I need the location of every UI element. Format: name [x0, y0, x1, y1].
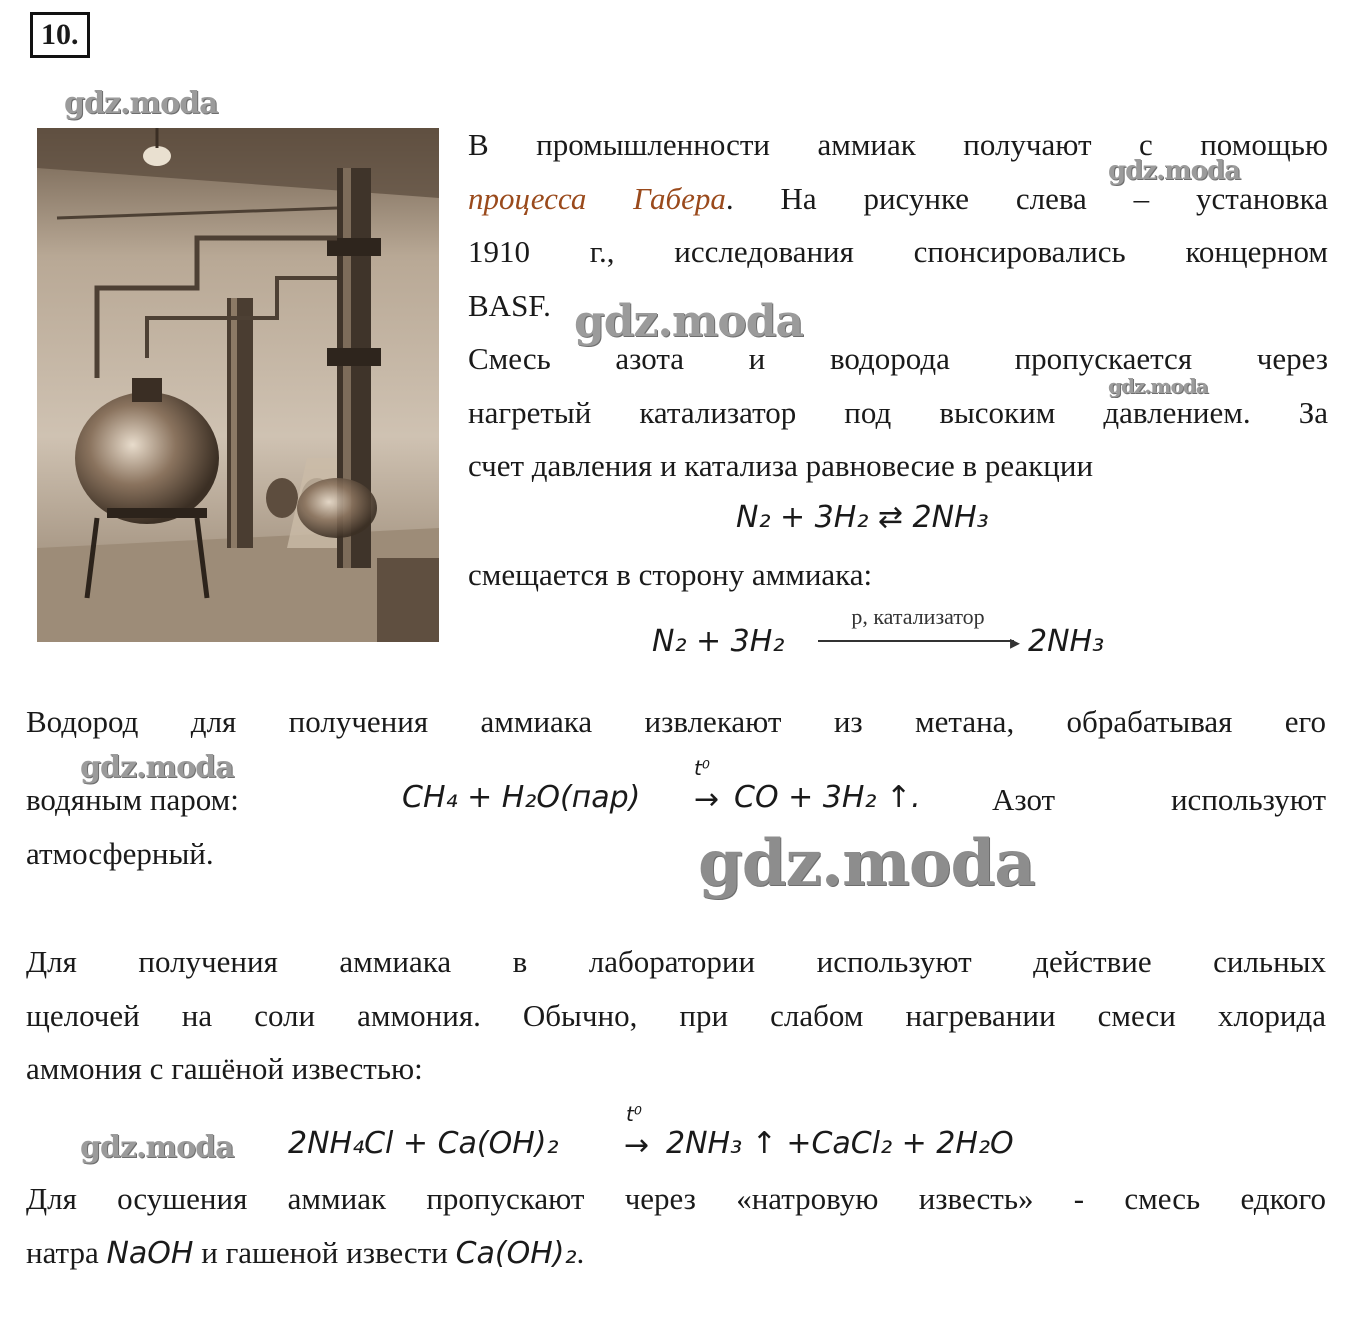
- methane-text-line: Водород для получения аммиака извлекают из метана, обрабатывая его: [26, 704, 1326, 739]
- arrow-head-icon: ▸: [1010, 632, 1021, 654]
- task-number: 10.: [30, 12, 90, 58]
- formula-caoh2: Ca(OH)₂: [455, 1236, 577, 1271]
- equation-haber-left: N₂ + 3H₂: [652, 624, 785, 659]
- text-line: счет давления и катализа равновесие в реакции: [468, 448, 1094, 483]
- arrow-line: [818, 640, 1014, 642]
- drying-text-line: Для осушения аммиак пропускают через «натровую известь» - смесь едкого: [26, 1181, 1326, 1216]
- equation-lab-left: 2NH₄Cl + Ca(OH)₂: [288, 1126, 559, 1161]
- text-line: В промышленности аммиак получают с помощью: [468, 127, 1328, 162]
- equation-methane-arrow-label: t⁰: [694, 756, 710, 780]
- text-line: [468, 172, 1328, 226]
- text-line: аммония с гашёной известью:: [26, 1051, 423, 1086]
- haber-process-link[interactable]: процесса Габера: [468, 180, 726, 216]
- shift-text: смещается в сторону аммиака:: [468, 557, 873, 592]
- equation-lab-right: 2NH₃ ↑ +CaCl₂ + 2H₂O: [666, 1126, 1014, 1161]
- watermark: gdz.moda: [64, 86, 218, 121]
- watermark: gdz.moda: [574, 296, 804, 347]
- equation-methane-left: CH₄ + H₂O(пар): [402, 780, 641, 815]
- equation-equilibrium: N₂ + 3H₂ ⇄ 2NH₃: [736, 500, 989, 535]
- arrow-icon: →: [694, 782, 720, 817]
- equation-haber-arrow-label: p, катализатор: [851, 604, 985, 629]
- text-fragment: . На рисунке слева – установка: [725, 180, 1328, 216]
- text-line: щелочей на соли аммония. Обычно, при слабом нагревании смеси хлорида: [26, 997, 1326, 1033]
- text-fragment: натра: [26, 1235, 107, 1270]
- vintage-lab-photo: [37, 128, 439, 642]
- text-fragment: и гашеной извести: [193, 1235, 456, 1270]
- arrow-icon: →: [624, 1128, 650, 1163]
- methane-text-line: водяным паром:: [26, 782, 239, 817]
- lab-paragraph: [26, 935, 1326, 1096]
- text-line: Для получения аммиака в лаборатории используют действие сильных: [26, 944, 1326, 979]
- drying-text-line: [26, 1226, 584, 1281]
- intro-paragraph: [468, 118, 1328, 493]
- equation-haber-right: 2NH₃: [1028, 624, 1105, 659]
- watermark: gdz.moda: [1108, 374, 1208, 398]
- text-line: Смесь азота и водорода пропускается через: [468, 341, 1328, 376]
- watermark: gdz.moda: [80, 750, 234, 785]
- watermark: gdz.moda: [698, 826, 1035, 901]
- formula-naoh: NaOH: [106, 1236, 194, 1271]
- watermark: gdz.moda: [80, 1130, 234, 1165]
- text-line: BASF.: [468, 287, 551, 323]
- equation-lab-arrow-label: t⁰: [626, 1102, 642, 1126]
- equation-methane-right: CO + 3H₂ ↑.: [734, 780, 921, 815]
- watermark: gdz.moda: [1108, 156, 1241, 186]
- text-fragment: .: [576, 1235, 585, 1270]
- text-line: 1910 г., исследования спонсировались концерном: [468, 234, 1328, 269]
- text-line: нагретый катализатор под высоким давлением. За: [468, 394, 1328, 430]
- methane-text-line: Азот используют: [992, 782, 1326, 817]
- methane-text-line: атмосферный.: [26, 836, 214, 871]
